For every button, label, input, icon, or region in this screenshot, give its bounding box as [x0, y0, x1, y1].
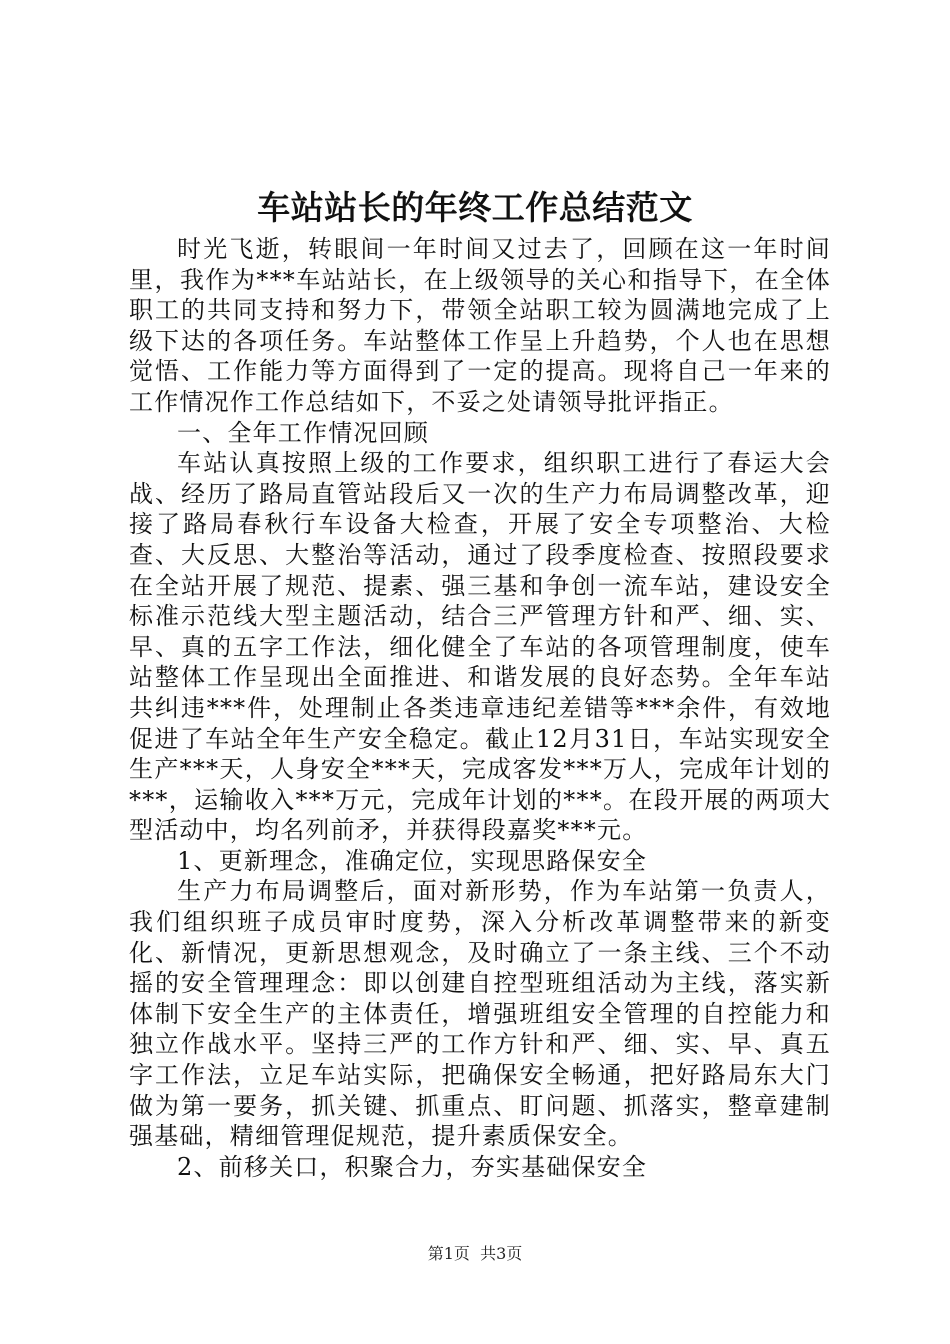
document-body	[129, 234, 831, 1182]
subheading-1: 1、更新理念，准确定位，实现思路保安全	[177, 846, 648, 875]
page-footer	[0, 1244, 950, 1264]
paragraph-concept: 生产力布局调整后，面对新形势，作为车站第一负责人，我们组织班子成员审时度势，深入分析改革调整带来的新变化、新情况，更新思想观念，及时确立了一条主线、三个不动摇的安全管理理念：即以创建自控型班组活动为主线，落实新体制下安全生产的主体责任，增强班组安全管理的自控能力和独立作战水平。坚持三严的工作方针和严、细、实、早、真五字工作法，立足车站实际，把确保安全畅通，把好路局东大门做为第一要务，抓关键、抓重点、盯问题、抓落实，整章建制强基础，精细管理促规范，提升素质保安全。	[129, 877, 831, 1151]
section-heading-1: 一、全年工作情况回顾	[177, 418, 429, 447]
subheading-2: 2、前移关口，积聚合力，夯实基础保安全	[177, 1152, 648, 1181]
page-total: 共3页	[480, 1244, 523, 1263]
document-title: 车站站长的年终工作总结范文	[257, 188, 693, 227]
paragraph-intro: 时光飞逝，转眼间一年时间又过去了，回顾在这一年时间里，我作为***车站站长，在上级领导的关心和指导下，在全体职工的共同支持和努力下，带领全站职工较为圆满地完成了上级下达的各项任务。车站整体工作呈上升趋势，个人也在思想觉悟、工作能力等方面得到了一定的提高。现将自己一年来的工作情况作工作总结如下，不妥之处请领导批评指正。	[129, 235, 831, 416]
paragraph-review: 车站认真按照上级的工作要求，组织职工进行了春运大会战、经历了路局直管站段后又一次的生产力布局调整改革，迎接了路局春秋行车设备大检查，开展了安全专项整治、大检查、大反思、大整治等活动，通过了段季度检查、按照段要求在全站开展了规范、提素、强三基和争创一流车站，建设安全标准示范线大型主题活动，结合三严管理方针和严、细、实、早、真的五字工作法，细化健全了车站的各项管理制度，使车站整体工作呈现出全面推进、和谐发展的良好态势。全年车站共纠违***件，处理制止各类违章违纪差错等***余件，有效地促进了车站全年生产安全稳定。截止12月31日，车站实现安全生产***天，人身安全***天，完成客发***万人，完成年计划的***，运输收入***万元，完成年计划的***。在段开展的两项大型活动中，均名列前矛，并获得段嘉奖***元。	[129, 449, 831, 845]
page-number: 第1页	[427, 1244, 470, 1263]
